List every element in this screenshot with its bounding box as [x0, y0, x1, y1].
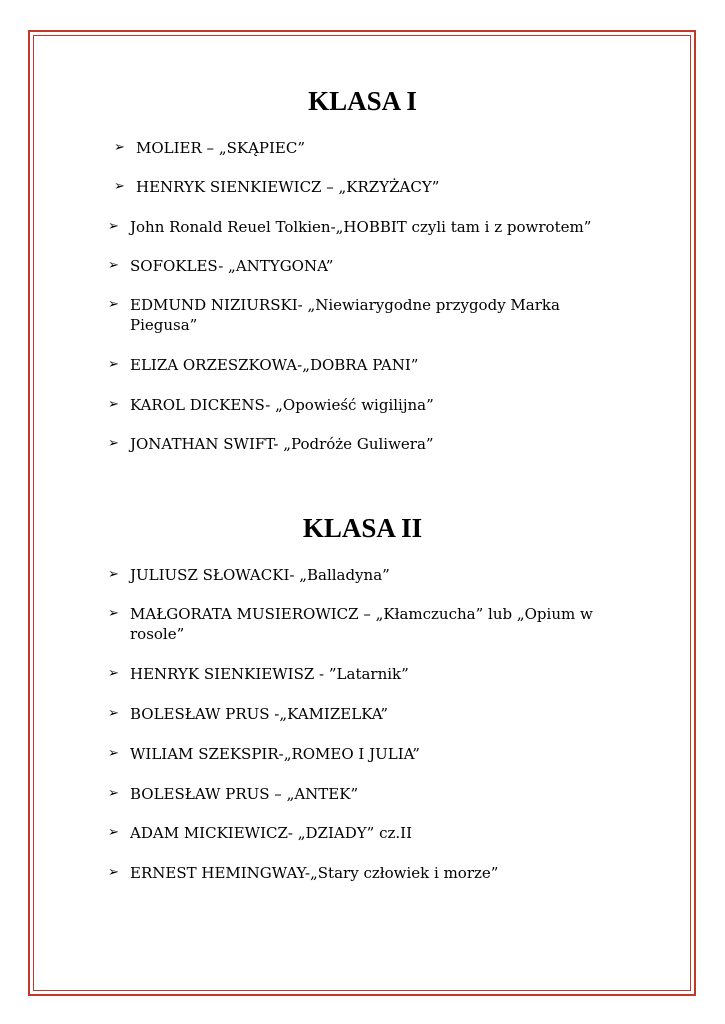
list-item-text: BOLESŁAW PRUS -„KAMIZELKA”	[130, 705, 389, 723]
section-heading-klasa-2: KLASA II	[302, 513, 423, 543]
list-item	[108, 217, 670, 237]
list-item	[114, 138, 676, 158]
arrowhead-bullet-icon: ➢	[108, 436, 119, 451]
arrowhead-bullet-icon: ➢	[108, 706, 119, 721]
arrowhead-bullet-icon: ➢	[108, 219, 119, 234]
list-item-text: KAROL DICKENS- „Opowieść wigilijna”	[130, 396, 434, 414]
arrowhead-bullet-icon: ➢	[108, 666, 119, 681]
list-item	[108, 604, 640, 644]
arrowhead-bullet-icon: ➢	[108, 865, 119, 880]
list-item	[108, 704, 670, 724]
list-item	[108, 256, 670, 276]
list-item	[108, 434, 670, 454]
list-item-text: HENRYK SIENKIEWISZ - ”Latarnik”	[130, 665, 409, 683]
arrowhead-bullet-icon: ➢	[108, 297, 119, 312]
arrowhead-bullet-icon: ➢	[108, 258, 119, 273]
list-item-text: ERNEST HEMINGWAY-„Stary człowiek i morze”	[130, 864, 499, 882]
arrowhead-bullet-icon: ➢	[114, 140, 125, 155]
list-item-text: SOFOKLES- „ANTYGONA”	[130, 257, 334, 275]
list-item	[108, 295, 590, 335]
list-item-text: WILIAM SZEKSPIR-„ROMEO I JULIA”	[130, 745, 420, 763]
arrowhead-bullet-icon: ➢	[108, 397, 119, 412]
list-item-text: MAŁGORATA MUSIEROWICZ – „Kłamczucha” lub „Opium w rosole”	[130, 605, 593, 643]
arrowhead-bullet-icon: ➢	[108, 746, 119, 761]
list-item	[108, 863, 670, 883]
list-item-text: ADAM MICKIEWICZ- „DZIADY” cz.II	[130, 824, 413, 842]
list-item-text: ELIZA ORZESZKOWA-„DOBRA PANI”	[130, 356, 419, 374]
list-item	[108, 784, 670, 804]
list-item-text: JONATHAN SWIFT- „Podróże Guliwera”	[130, 435, 434, 453]
list-item-text: EDMUND NIZIURSKI- „Niewiarygodne przygody Marka Piegusa”	[130, 296, 560, 334]
list-item	[108, 744, 670, 764]
list-item	[108, 565, 670, 585]
list-item	[114, 177, 676, 197]
arrowhead-bullet-icon: ➢	[114, 179, 125, 194]
arrowhead-bullet-icon: ➢	[108, 786, 119, 801]
list-item-text: John Ronald Reuel Tolkien-„HOBBIT czyli tam i z powrotem”	[130, 218, 592, 236]
list-item-text: HENRYK SIENKIEWICZ – „KRZYŻACY”	[136, 178, 440, 196]
arrowhead-bullet-icon: ➢	[108, 567, 119, 582]
list-item-text: BOLESŁAW PRUS – „ANTEK”	[130, 785, 359, 803]
list-item	[108, 823, 670, 843]
list-item	[108, 395, 670, 415]
section-heading-klasa-1: KLASA I	[308, 86, 417, 116]
list-item	[108, 355, 670, 375]
arrowhead-bullet-icon: ➢	[108, 825, 119, 840]
list-item-text: MOLIER – „SKĄPIEC”	[136, 139, 306, 157]
arrowhead-bullet-icon: ➢	[108, 606, 119, 621]
list-item-text: JULIUSZ SŁOWACKI- „Balladyna”	[130, 566, 390, 584]
list-item	[108, 664, 670, 684]
arrowhead-bullet-icon: ➢	[108, 357, 119, 372]
